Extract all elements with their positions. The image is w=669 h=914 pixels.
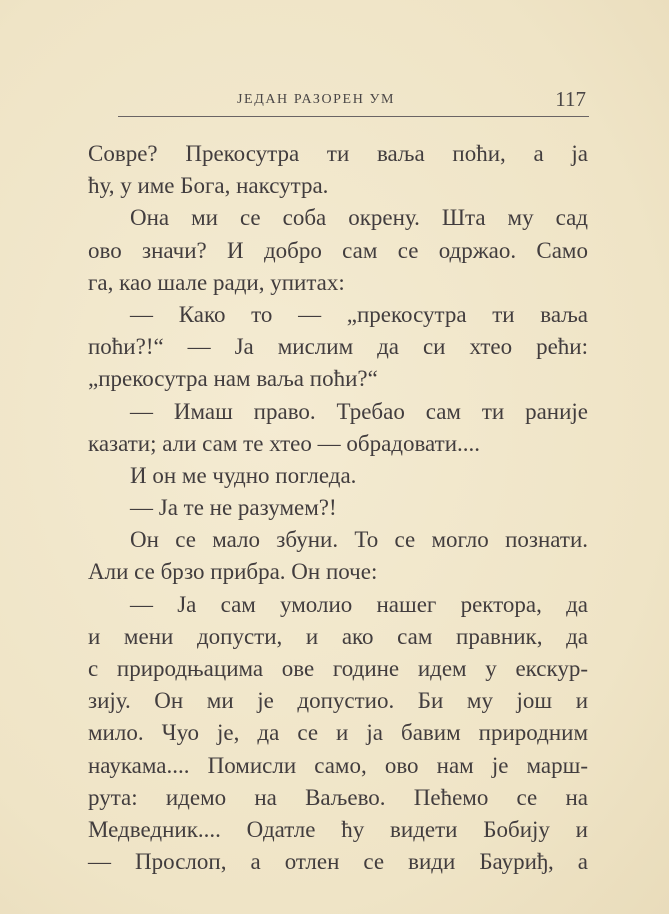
text-line: ово значи? И добро сам се одржао. Само: [88, 237, 588, 263]
text-line: зију. Он ми је допустио. Би му још и: [88, 688, 588, 714]
text-line: рута: идемо на Ваљево. Пећемо се на: [88, 784, 588, 810]
text-line: Она ми се соба окрену. Шта му сад: [130, 205, 588, 231]
text-line: и мени допусти, и ако сам правник, да: [88, 623, 588, 649]
running-head: [115, 87, 590, 114]
text-line: И он ме чудно погледа.: [130, 462, 357, 488]
text-line: наукама.... Помисли само, ово нам је марш-: [88, 752, 588, 778]
text-line: поћи?!“ — Ја мислим да си хтео рећи:: [88, 334, 588, 360]
text-line: с природњацима ове године идем у екскур-: [88, 656, 588, 681]
text-line: ћу, у име Бога, наксутра.: [88, 173, 329, 199]
header-rule: [118, 116, 589, 117]
text-line: Али се брзо прибра. Он поче:: [88, 559, 378, 585]
text-line: мило. Чуо је, да се и ја бавим природним: [88, 720, 588, 746]
text-line: — Како то — „прекосутра ти ваља: [130, 301, 588, 327]
text-line: — Прослоп, а отлен се види Бауриђ, а: [88, 849, 588, 875]
text-line: — Ја те не разумем?!: [130, 495, 337, 521]
text-line: Совре? Прекосутра ти ваља поћи, а ја: [88, 141, 588, 166]
text-line: — Имаш право. Требао сам ти раније: [130, 398, 588, 424]
text-line: „прекосутра нам ваља поћи?“: [88, 366, 378, 392]
text-line: — Ја сам умолио нашег ректора, да: [130, 591, 588, 617]
text-line: Он се мало збуни. То се могло познати.: [130, 527, 588, 553]
text-line: казати; али сам те хтео — обрадовати....: [88, 430, 481, 456]
running-title: ЈЕДАН РАЗОРЕН УМ: [237, 92, 396, 107]
text-line: Медведник.... Одатле ћу видети Бобију и: [88, 816, 588, 842]
text-line: га, као шале ради, упитах:: [88, 269, 345, 295]
page-number: 117: [555, 87, 586, 111]
body-text: [88, 138, 588, 878]
